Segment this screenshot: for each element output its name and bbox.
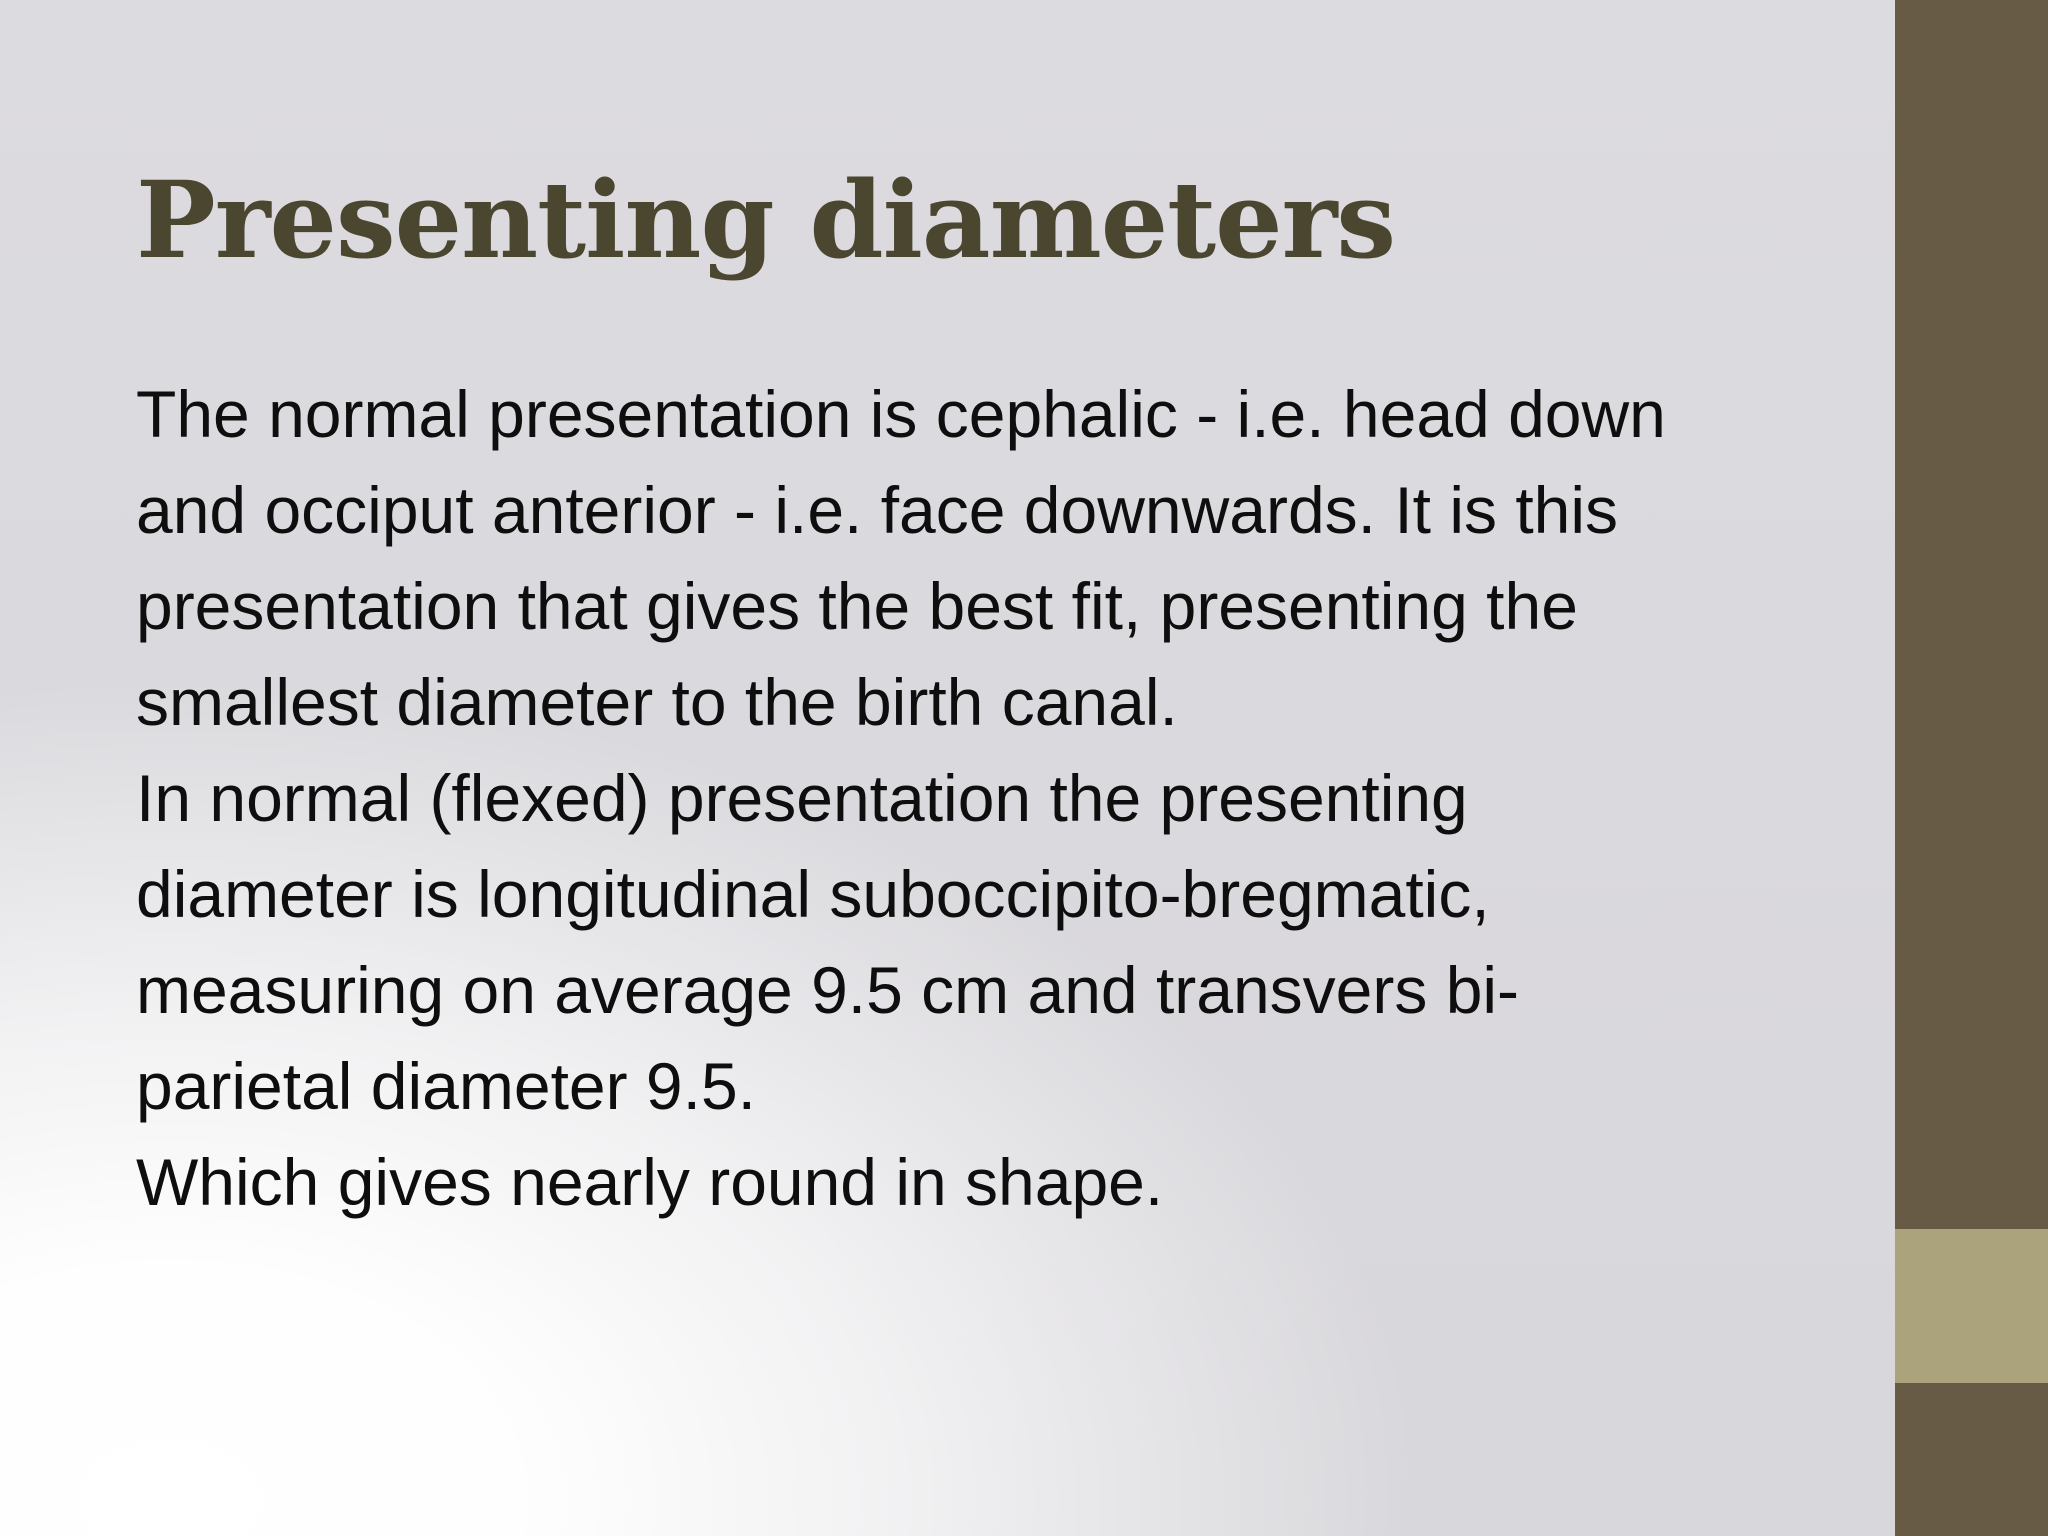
decorative-side-accent <box>1895 1229 2048 1383</box>
slide-title: Presenting diameters <box>136 157 1396 282</box>
body-line: In normal (flexed) presentation the presenting <box>136 761 1468 835</box>
body-line: smallest diameter to the birth canal. <box>136 665 1178 739</box>
slide-body-text <box>136 366 1861 1230</box>
body-line: The normal presentation is cephalic - i.e. head down <box>136 377 1666 451</box>
body-line: diameter is longitudinal suboccipito-bregmatic, <box>136 857 1490 931</box>
body-line: and occiput anterior - i.e. face downwards. It is this <box>136 473 1619 547</box>
body-line: Which gives nearly round in shape. <box>136 1145 1164 1219</box>
body-line: presentation that gives the best fit, presenting the <box>136 569 1578 643</box>
body-line: measuring on average 9.5 cm and transvers bi- <box>136 953 1520 1027</box>
body-line: parietal diameter 9.5. <box>136 1049 757 1123</box>
